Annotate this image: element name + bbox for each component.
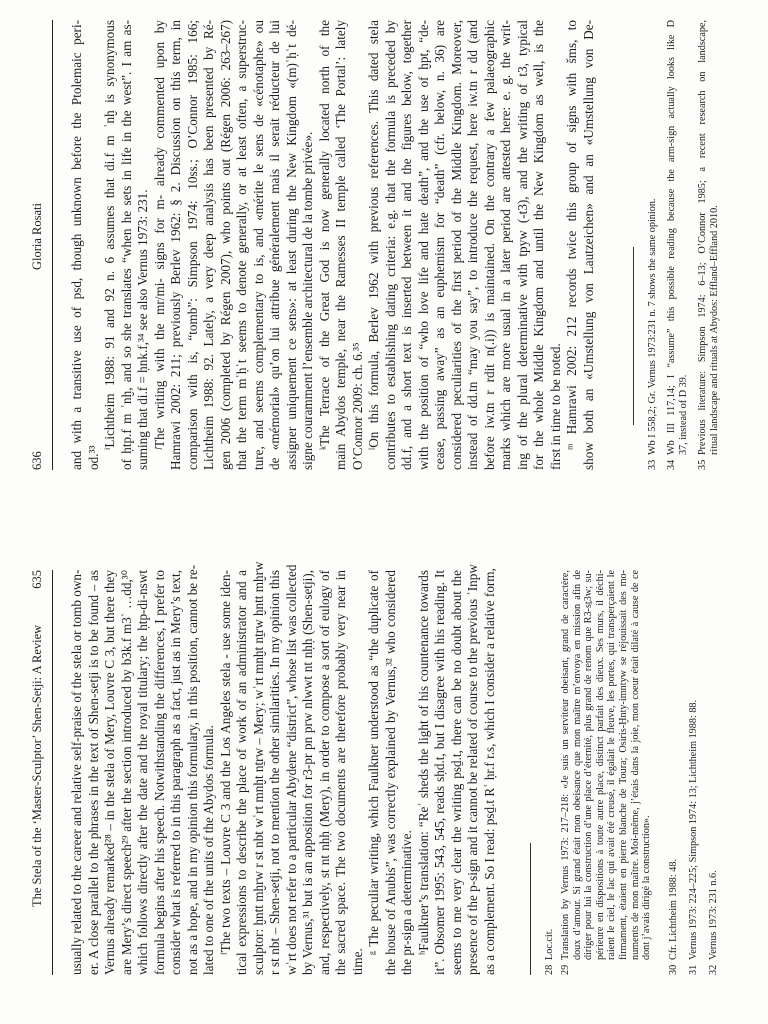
footnote-separator [633, 247, 634, 425]
text-line: the house of Anubis”, was correctly explained by Vernus,³² who considered [382, 570, 398, 975]
text-line: ᵏThe Terrace of the Great God is now generally located north of the [316, 20, 332, 450]
text-line: ˡOn this formula, Berlev 1962 with previous references. This dated stela [366, 20, 381, 450]
footnote-text: Wb I 558,2; Gr. Vernus 1973:231 n. 7 shows the same opinion. [647, 198, 658, 455]
text-line: signe couramment l’ensemble architectural de la tombe privée». [300, 131, 315, 470]
text-line: which follows directly after the date and the royal titulary; the ḥtp-di-nswt [135, 570, 150, 975]
text-line: O’Connor 2009: ch. 6.³⁵ [349, 342, 365, 470]
text-line: and with a transitive use of psd, though unknown before the Ptolemaic peri- [69, 20, 84, 470]
text-line: Hamrawi 2002: 211; previously Berlev 1962: § 2. Discussion on this term, in [168, 20, 183, 470]
text-line: show both an «Umstellung von Lautzeichen» and an «Umstellung von De- [580, 20, 596, 470]
footnote-text: diriger pour lui la construction d’une place d’éternité, plus grand de renom que R3-sṯ3w; su- [583, 570, 595, 960]
footnote-text: périeure en dispositions à toute autre place, distinct parfait des dieux. Ses murs, il déchi- [594, 570, 606, 960]
text-line: considered peculiarities of the first period of the Middle Kingdom. Moreover, [448, 20, 464, 470]
footnote-number: 30 [668, 964, 679, 975]
text-line: by Vernus,³¹ but is an apposition for r3-pr pn prw nlwwt nt nḥḥ (Shen-setji), [300, 570, 315, 975]
text-line: with the position of “who love life and hate death”, and the use of ḫpt, “de- [415, 20, 431, 470]
text-line: ᵐ Hamrawi 2002: 212 records twice this group of signs with šms, to [564, 20, 579, 450]
header-rule [52, 20, 53, 470]
text-line: wʿrt does not refer to a particular Abydene “district”, whose list was collected [283, 564, 299, 975]
footnote-text: Vernus 1973: 224–225; Simpson 1974: 13; Lichtheim 1988: 88. [688, 699, 699, 960]
footnote-text: raient le ciel, le lac qui avait été creusé, il égalait le fleuve, les portes, qui transperçaient le [606, 570, 618, 960]
text-line: before iw.tn r rdit n(.i)) is maintained. On the contrary a few palaeographic [481, 20, 497, 470]
running-title: The Stela of the ‘Master-Sculptor’ Shen-Setji: A Review [30, 624, 44, 907]
text-line: comparison with is, “tomb”: Simpson 1974: 10ss.; O’Connor 1985: 166; [184, 20, 200, 470]
text-line: it”. Obsomer 1995: 543, 545, reads sḥd.t, but I disagree with his reading. It [432, 570, 447, 975]
text-line: the pr-sign a determinative. [399, 830, 414, 975]
footnote-text: ritual landscape and rituals at Abydos: Effland–Effland 2010. [708, 205, 720, 455]
page-number: 636 [30, 451, 44, 470]
footnote-text: firmament, étaient en pierre blanche de Toura; Osiris-Ḫnty-imntyw se réjouissait des mo- [618, 570, 629, 960]
text-line: contributes to establishing dating criteria: e.g. that the formula is preceded by [382, 20, 398, 470]
text-line: and, respectively, st nt nḥḥ (Mery), in order to compose a sort of eulogy of [316, 570, 332, 975]
footnote-number: 32 [708, 964, 719, 975]
footnote-text: doux d’amour. Si grand était mon obeisance que mon maître m’envoya en mission afin de [571, 570, 583, 960]
text-line: od.³³ [85, 445, 101, 470]
footnote-text: Wb III 117,14; I “assume” this possible reading because the arm-sign actually looks like D [666, 20, 677, 455]
header-rule [52, 570, 53, 975]
text-line: that the term mʿḥʿt seems to denote generally, or at least often, a superstruc- [234, 20, 249, 470]
text-line: gen 2006 (completed by Régen 2007), who points out (Régen 2006: 263–267) [217, 20, 233, 470]
footnote-text: Loc.cit. [544, 928, 555, 960]
page-number: 635 [30, 570, 44, 589]
text-line: Vernus already remarked²⁸ – in the stela of Mery, Louvre C 3, but there they [102, 570, 117, 975]
text-line: as a complement. So I read: psḏ.t Rʿ ḥr.f r.s, which I consider a relative form, [481, 568, 497, 975]
footnote-separator [530, 843, 531, 975]
text-line: Lichtheim 1988: 92. Lately, a very deep analysis has been presented by Ré- [201, 20, 216, 470]
text-line: ʲThe writing with the mr/mi- signs for m- already commented upon by [151, 20, 167, 450]
text-line: ᶠThe two texts – Louvre C 3 and the Los Angeles stela - use some iden- [217, 570, 233, 955]
text-line: tical expressions to describe the place of work of an administrator and a [234, 570, 249, 975]
text-line: consider what is referred to in this paragraph as a fact, just as in Mery’s text, [168, 570, 183, 975]
footnote-text: dont j’avais dirigé la construction». [641, 815, 653, 960]
footnote-number: 33 [647, 459, 658, 470]
running-title: Gloria Rosati [30, 202, 44, 270]
footnote-number: 34 [666, 459, 677, 470]
text-line: sculptor: ḫntt mḫrw r st nbt wʿrt mnḫt nṯrw – Mery; wʿrt mnḫt nṯrw ḫntt mḫrw [250, 561, 266, 975]
footnote-number: 28 [544, 964, 555, 975]
text-line: seems to me very clear the writing psḏ.t, there can be no doubt about the [448, 570, 464, 975]
text-line: de «mémorial» qu’on lui attribue généralement mais il serait réducteur de lui [267, 20, 282, 470]
text-line: for the whole Middle Kingdom and until the New Kingdom as well, is the [531, 20, 546, 470]
text-line: formula begins after his speech. Notwithstanding the differences, I prefer to [151, 570, 167, 975]
text-line: cease, passing away” as an euphemism for “death” (cfr. below, n. 36) are [432, 20, 447, 470]
text-line: first in time to be noted. [547, 343, 563, 470]
text-line: time. [349, 948, 365, 975]
page-635 [0, 561, 768, 975]
text-line: dd.f, and a short text is inserted between it and the figures below, together [399, 20, 414, 470]
text-line: ᵍ The peculiar writing, which Faulkner understood as “the duplicate of [366, 570, 381, 955]
footnote-text: numents de mon maître. Moi-même, j’étais dans la joie, mon coeur était dilaté à cause de ce [629, 570, 641, 960]
text-line: usually related to the career and relative self-praise of the stela or tomb own- [69, 569, 84, 975]
footnote-text: Vernus 1973: 231 n.6. [708, 870, 719, 960]
footnote-number: 35 [697, 459, 708, 470]
text-line: are Mery’s direct speech²⁹ after the section introduced by b3k.f m3ʿ …dd,³⁰ [118, 570, 134, 975]
footnote-text: 37, instead of D 39. [677, 374, 689, 455]
page-636 [0, 20, 768, 470]
text-line: marks which are more usual in a later period are attested here: e. g. the writ- [498, 20, 513, 470]
text-line: assigner uniquement ce sens»: at least during the New Kingdom «(m)ʿḥʿt dé- [283, 20, 299, 470]
text-line: ing of the plural determinative with tpyw (-t3), and the writing of t3, typical [514, 20, 530, 470]
text-line: ture, and seems complementary to is, and «mérite le sens de «cénotaphe» ou [250, 20, 266, 470]
footnote-text: Cfr. Lichtheim 1988: 48. [668, 858, 679, 960]
footnote-number: 29 [560, 964, 571, 975]
text-line: r st nbt – Shen-setji, not to mention the other similarities. In my opinion this [267, 570, 282, 975]
text-line: ⁱLichtheim 1988: 91 and 92 n. 6 assumes that di.f m ʿnḫ is synonymous [102, 20, 117, 450]
text-line: presence of the p-sign and it cannot be related of course to the previous ʿInpw [465, 564, 480, 975]
text-line: er. A close parallel to the phrases in the text of Shen-setji is to be found – as [85, 570, 101, 975]
text-line: instead of dd.tn “may you say”, to introduce the request, here iw.tn r dd (and [465, 20, 480, 470]
footnote-text: Previous literature: Simpson 1974: 6–13; O’Connor 1985; a recent research on landscape, [697, 20, 708, 455]
footnote-text: Translation by Vernus 1973: 217–218: «Je suis un serviteur obeisant, grand de caractère, [560, 570, 571, 960]
text-line: ʰFaulkner’s translation: “Reʿ sheds the light of his countenance towards [415, 570, 431, 955]
text-line: suming that di.f = ḥnk.f,³⁴ see also Vernus 1973: 231. [135, 189, 150, 470]
text-line: not as a hope, and in my opinion this formulary, in this position, cannot be re- [184, 564, 200, 975]
text-line: main Abydos temple, near the Ramesses II temple called ‘The Portal’: lately [333, 20, 348, 470]
text-line: the sacred space. The two documents are therefore probably very near in [333, 570, 348, 975]
footnote-number: 31 [688, 964, 699, 975]
text-line: lated to one of the units of the Abydos formula. [201, 725, 216, 975]
text-line: of ḥtp.f m ʿnḫ, and so she translates “when he sets in life in the west”. I am as- [118, 20, 134, 470]
